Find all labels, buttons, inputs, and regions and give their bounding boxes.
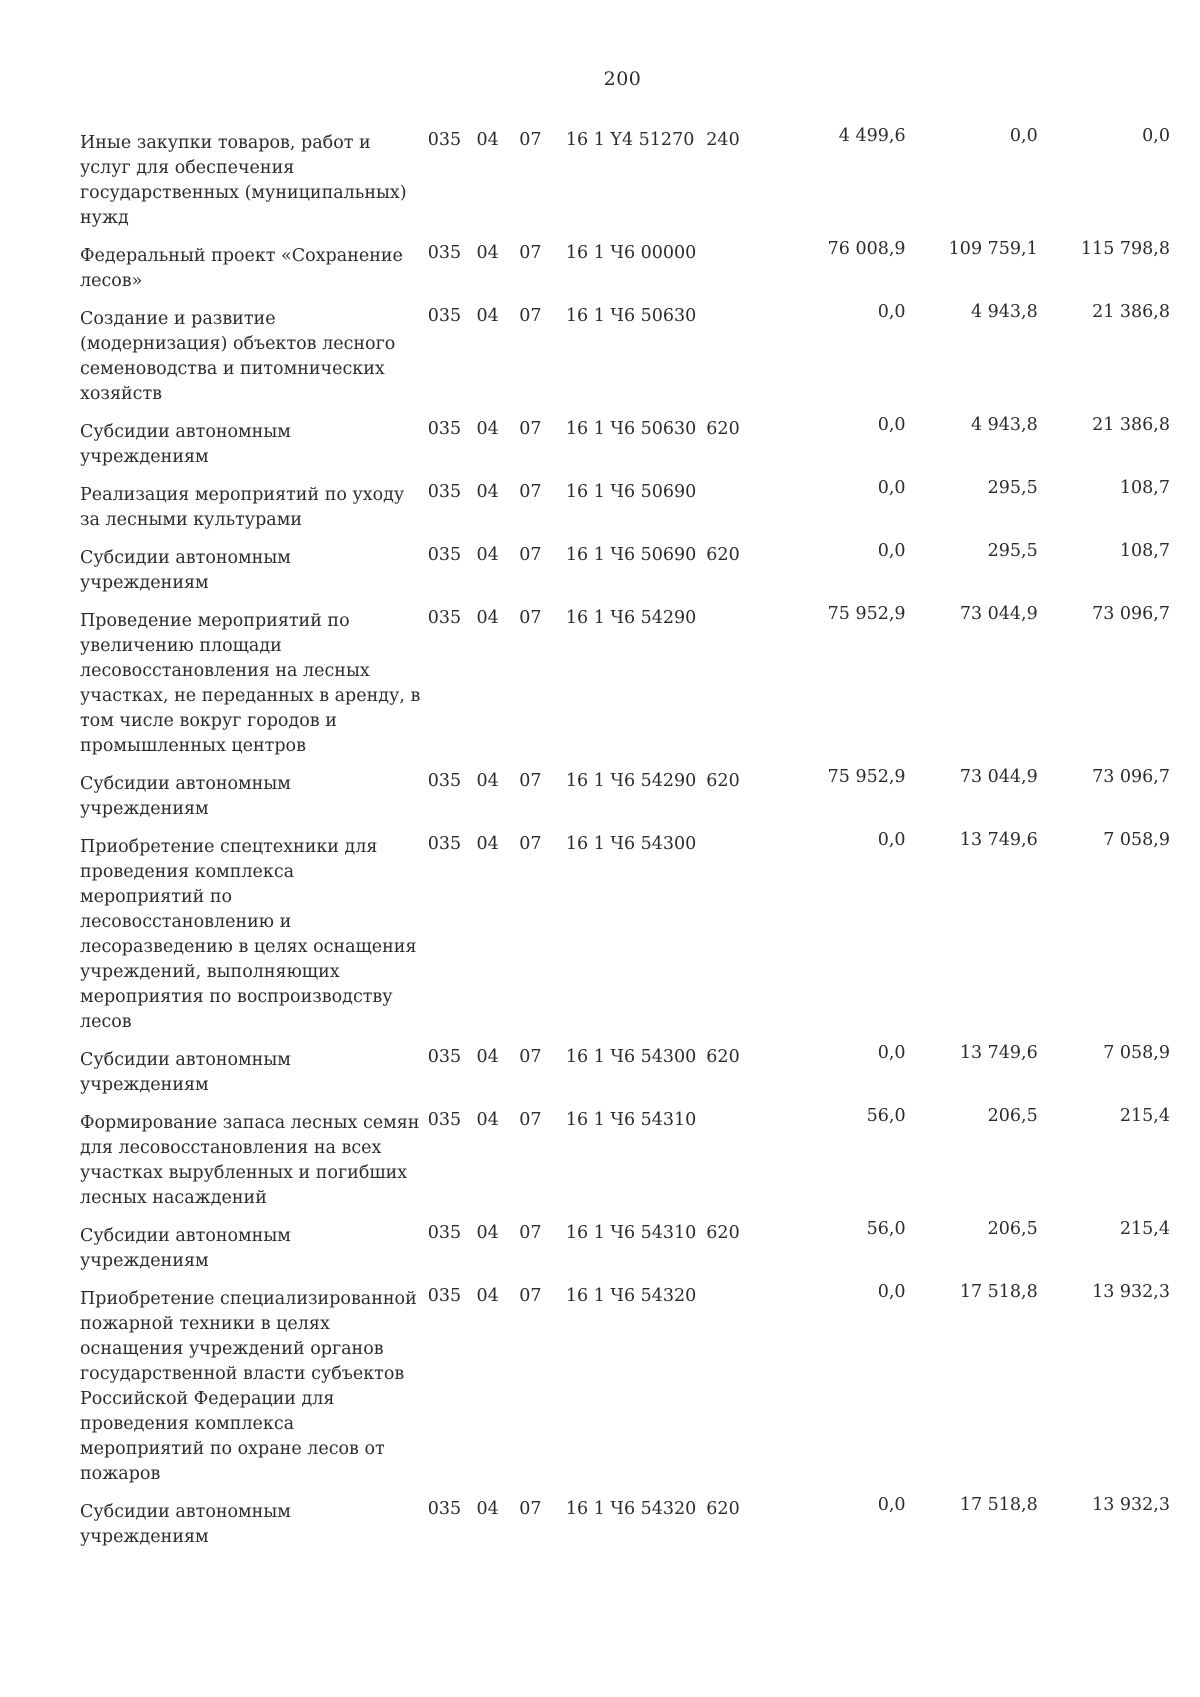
table-row <box>80 602 1170 765</box>
target-article-code: 16 1 Ч6 50630 <box>565 306 697 326</box>
table-row <box>80 1041 1170 1104</box>
section-code: 04 <box>476 1223 499 1243</box>
amount-year-3: 21 386,8 <box>1092 302 1170 322</box>
section-code: 04 <box>476 771 499 791</box>
amount-year-1: 56,0 <box>866 1106 906 1126</box>
item-name: Иные закупки товаров, работ и услуг для обеспечения государственных (муниципальных) нужд <box>80 133 407 228</box>
amount-year-3: 0,0 <box>1142 126 1170 146</box>
section-code: 04 <box>476 608 499 628</box>
amount-year-1: 0,0 <box>877 830 906 850</box>
expense-type-code: 620 <box>706 419 740 439</box>
table-row <box>80 237 1170 300</box>
section-code: 04 <box>476 1110 499 1130</box>
amount-year-1: 56,0 <box>866 1219 906 1239</box>
item-name: Проведение мероприятий по увеличению площади лесовосстановления на лесных участках, не переданных в аренду, в том числе вокруг городов и промышленных центров <box>80 611 421 756</box>
amount-year-1: 75 952,9 <box>827 604 906 624</box>
amount-year-2: 13 749,6 <box>959 830 1038 850</box>
amount-year-2: 4 943,8 <box>970 302 1038 322</box>
expense-type-code: 620 <box>706 1047 740 1067</box>
item-name: Приобретение специализированной пожарной техники в целях оснащения учреждений органов государственной власти субъектов Российской Федерации для проведения комплекса мероприятий по охране лесов от пожаров <box>80 1289 417 1484</box>
subsection-code: 07 <box>519 1047 542 1067</box>
page-number: 200 <box>603 68 642 90</box>
expense-type-code <box>706 237 763 241</box>
section-code: 04 <box>476 130 499 150</box>
subsection-code: 07 <box>519 419 542 439</box>
amount-year-2: 0,0 <box>1009 126 1038 146</box>
expense-type-code <box>706 476 763 480</box>
item-name: Субсидии автономным учреждениям <box>80 548 291 593</box>
subsection-code: 07 <box>519 834 542 854</box>
admin-code: 035 <box>427 482 462 502</box>
admin-code: 035 <box>427 1047 462 1067</box>
item-name: Субсидии автономным учреждениям <box>80 774 291 819</box>
table-row <box>80 1217 1170 1280</box>
admin-code: 035 <box>427 419 462 439</box>
amount-year-2: 13 749,6 <box>959 1043 1038 1063</box>
target-article-code: 16 1 Ч6 54290 <box>565 771 697 791</box>
amount-year-1: 4 499,6 <box>838 126 906 146</box>
table-row <box>80 539 1170 602</box>
amount-year-3: 215,4 <box>1119 1219 1170 1239</box>
subsection-code: 07 <box>519 545 542 565</box>
table-row <box>80 124 1170 237</box>
amount-year-3: 13 932,3 <box>1092 1495 1170 1515</box>
budget-table <box>80 124 1170 1556</box>
amount-year-2: 17 518,8 <box>959 1282 1038 1302</box>
amount-year-2: 4 943,8 <box>970 415 1038 435</box>
amount-year-2: 109 759,1 <box>948 239 1038 259</box>
section-code: 04 <box>476 243 499 263</box>
item-name: Субсидии автономным учреждениям <box>80 1050 291 1095</box>
admin-code: 035 <box>427 608 462 628</box>
amount-year-2: 73 044,9 <box>959 767 1038 787</box>
amount-year-3: 115 798,8 <box>1080 239 1170 259</box>
amount-year-3: 73 096,7 <box>1092 604 1170 624</box>
expense-type-code: 240 <box>706 130 740 150</box>
amount-year-3: 13 932,3 <box>1092 1282 1170 1302</box>
item-name: Создание и развитие (модернизация) объектов лесного семеноводства и питомнических хозяйств <box>80 309 396 404</box>
section-code: 04 <box>476 1499 499 1519</box>
subsection-code: 07 <box>519 1223 542 1243</box>
target-article-code: 16 1 Ч6 54310 <box>565 1110 697 1130</box>
amount-year-1: 0,0 <box>877 1043 906 1063</box>
admin-code: 035 <box>427 306 462 326</box>
expense-type-code <box>706 828 763 832</box>
amount-year-1: 0,0 <box>877 1282 906 1302</box>
amount-year-3: 108,7 <box>1119 541 1170 561</box>
expense-type-code: 620 <box>706 1223 740 1243</box>
amount-year-3: 7 058,9 <box>1103 830 1170 850</box>
section-code: 04 <box>476 1047 499 1067</box>
amount-year-2: 17 518,8 <box>959 1495 1038 1515</box>
subsection-code: 07 <box>519 482 542 502</box>
amount-year-2: 295,5 <box>987 478 1038 498</box>
expense-type-code <box>706 1104 763 1108</box>
admin-code: 035 <box>427 1223 462 1243</box>
subsection-code: 07 <box>519 608 542 628</box>
admin-code: 035 <box>427 1110 462 1130</box>
item-name: Субсидии автономным учреждениям <box>80 1502 291 1547</box>
amount-year-2: 73 044,9 <box>959 604 1038 624</box>
subsection-code: 07 <box>519 771 542 791</box>
admin-code: 035 <box>427 1499 462 1519</box>
admin-code: 035 <box>427 771 462 791</box>
target-article-code: 16 1 Ч6 54290 <box>565 608 697 628</box>
subsection-code: 07 <box>519 306 542 326</box>
admin-code: 035 <box>427 130 462 150</box>
amount-year-1: 76 008,9 <box>827 239 906 259</box>
amount-year-3: 108,7 <box>1119 478 1170 498</box>
item-name: Субсидии автономным учреждениям <box>80 1226 291 1271</box>
target-article-code: 16 1 Ч6 50690 <box>565 482 697 502</box>
expense-type-code <box>706 1280 763 1284</box>
amount-year-3: 215,4 <box>1119 1106 1170 1126</box>
item-name: Субсидии автономным учреждениям <box>80 422 291 467</box>
subsection-code: 07 <box>519 243 542 263</box>
item-name: Реализация мероприятий по уходу за лесными культурами <box>80 485 405 530</box>
amount-year-1: 0,0 <box>877 541 906 561</box>
expense-type-code: 620 <box>706 771 740 791</box>
amount-year-1: 0,0 <box>877 478 906 498</box>
expense-type-code <box>706 300 763 304</box>
amount-year-1: 0,0 <box>877 1495 906 1515</box>
target-article-code: 16 1 Y4 51270 <box>565 130 695 150</box>
amount-year-3: 73 096,7 <box>1092 767 1170 787</box>
section-code: 04 <box>476 306 499 326</box>
section-code: 04 <box>476 419 499 439</box>
item-name: Федеральный проект «Сохранение лесов» <box>80 246 403 291</box>
section-code: 04 <box>476 482 499 502</box>
subsection-code: 07 <box>519 130 542 150</box>
amount-year-1: 0,0 <box>877 415 906 435</box>
table-row <box>80 476 1170 539</box>
amount-year-2: 206,5 <box>987 1219 1038 1239</box>
expense-type-code <box>706 602 763 606</box>
subsection-code: 07 <box>519 1110 542 1130</box>
admin-code: 035 <box>427 545 462 565</box>
target-article-code: 16 1 Ч6 50630 <box>565 419 697 439</box>
table-row <box>80 1280 1170 1493</box>
target-article-code: 16 1 Ч6 54320 <box>565 1286 697 1306</box>
table-row <box>80 1493 1170 1556</box>
target-article-code: 16 1 Ч6 54320 <box>565 1499 697 1519</box>
amount-year-2: 295,5 <box>987 541 1038 561</box>
expense-type-code: 620 <box>706 545 740 565</box>
amount-year-1: 75 952,9 <box>827 767 906 787</box>
admin-code: 035 <box>427 834 462 854</box>
table-row <box>80 1104 1170 1217</box>
subsection-code: 07 <box>519 1499 542 1519</box>
table-row <box>80 828 1170 1041</box>
target-article-code: 16 1 Ч6 54300 <box>565 1047 697 1067</box>
section-code: 04 <box>476 545 499 565</box>
amount-year-3: 7 058,9 <box>1103 1043 1170 1063</box>
target-article-code: 16 1 Ч6 00000 <box>565 243 697 263</box>
item-name: Формирование запаса лесных семян для лесовосстановления на всех участках вырубленных и погибших лесных насаждений <box>80 1113 420 1208</box>
amount-year-2: 206,5 <box>987 1106 1038 1126</box>
table-row <box>80 765 1170 828</box>
admin-code: 035 <box>427 1286 462 1306</box>
target-article-code: 16 1 Ч6 50690 <box>565 545 697 565</box>
budget-table-body <box>80 124 1170 1556</box>
amount-year-3: 21 386,8 <box>1092 415 1170 435</box>
admin-code: 035 <box>427 243 462 263</box>
subsection-code: 07 <box>519 1286 542 1306</box>
target-article-code: 16 1 Ч6 54310 <box>565 1223 697 1243</box>
section-code: 04 <box>476 834 499 854</box>
expense-type-code: 620 <box>706 1499 740 1519</box>
table-row <box>80 300 1170 413</box>
item-name: Приобретение спецтехники для проведения комплекса мероприятий по лесовосстановлению и лесоразведению в целях оснащения учреждений, выполняющих мероприятия по воспроизводству лесов <box>80 837 417 1032</box>
table-row <box>80 413 1170 476</box>
section-code: 04 <box>476 1286 499 1306</box>
amount-year-1: 0,0 <box>877 302 906 322</box>
target-article-code: 16 1 Ч6 54300 <box>565 834 697 854</box>
